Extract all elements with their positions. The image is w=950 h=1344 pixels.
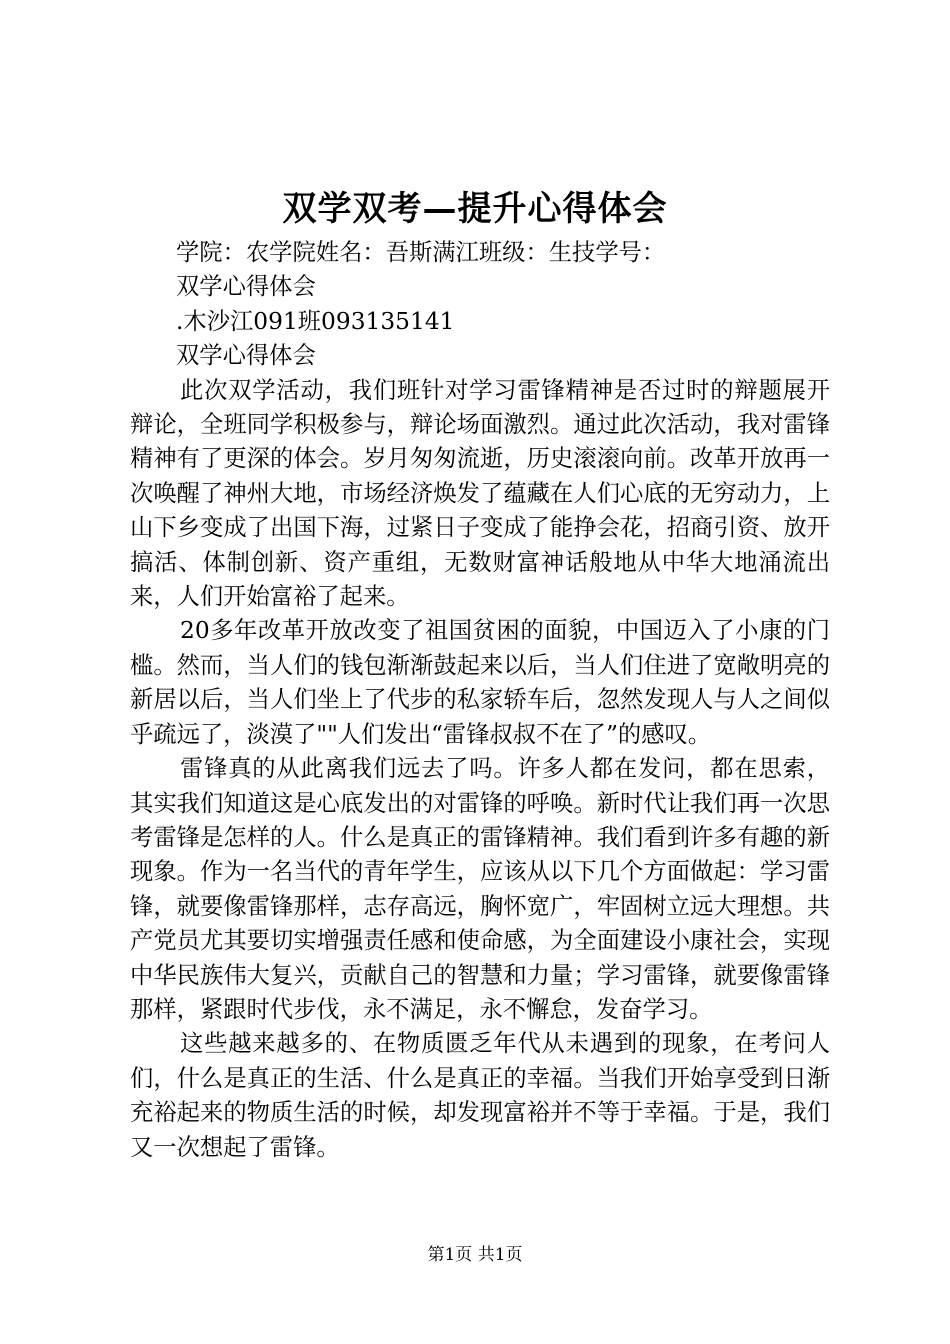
paragraph: 此次双学活动，我们班针对学习雷锋精神是否过时的辩题展开辩论，全班同学积极参与，辩论场面激烈。通过此次活动，我对雷锋精神有了更深的体会。岁月匆匆流逝，历史滚滚向前。改革开放再一次唤醒了神州大地，市场经济焕发了蕴藏在人们心底的无穷动力，上山下乡变成了出国下海，过紧日子变成了能挣会花，招商引资、放开搞活、体制创新、资产重组，无数财富神话般地从中华大地涌流出来，人们开始富裕了起来。 xyxy=(130,376,830,611)
header-line-subtitle-repeat: 双学心得体会 xyxy=(176,342,316,370)
paragraph: 雷锋真的从此离我们远去了吗。许多人都在发问，都在思索，其实我们知道这是心底发出的对雷锋的呼唤。新时代让我们再一次思考雷锋是怎样的人。什么是真正的雷锋精神。我们看到许多有趣的新现象。作为一名当代的青年学生，应该从以下几个方面做起：学习雷锋，就要像雷锋那样，志存高远，胸怀宽广，牢固树立远大理想。共产党员尤其要切实增强责任感和使命感，为全面建设小康社会，实现中华民族伟大复兴，贡献自己的智慧和力量；学习雷锋，就要像雷锋那样，紧跟时代步伐，永不满足，永不懈怠，发奋学习。 xyxy=(130,755,830,1023)
document-body xyxy=(130,236,830,1165)
header-line-class: .木沙江091班093135141 xyxy=(176,307,455,335)
header-line-info: 学院：农学院姓名：吾斯满江班级：生技学号： xyxy=(176,239,666,266)
paragraph: 这些越来越多的、在物质匮乏年代从未遇到的现象，在考问人们，什么是真正的生活、什么是真正的幸福。当我们开始享受到日渐充裕起来的物质生活的时候，却发现富裕并不等于幸福。于是，我们又一次想起了雷锋。 xyxy=(130,1030,830,1161)
paragraph: 20多年改革开放改变了祖国贫困的面貌，中国迈入了小康的门槛。然而，当人们的钱包渐渐鼓起来以后，当人们住进了宽敞明亮的新居以后，当人们坐上了代步的私家轿车后，忽然发现人与人之间似乎疏远了，淡漠了""人们发出“雷锋叔叔不在了”的感叹。 xyxy=(130,617,830,748)
document-title: 双学双考—提升心得体会 xyxy=(282,189,668,229)
header-line-subtitle: 双学心得体会 xyxy=(176,273,316,301)
page-footer: 第1页 共1页 xyxy=(427,1245,523,1265)
